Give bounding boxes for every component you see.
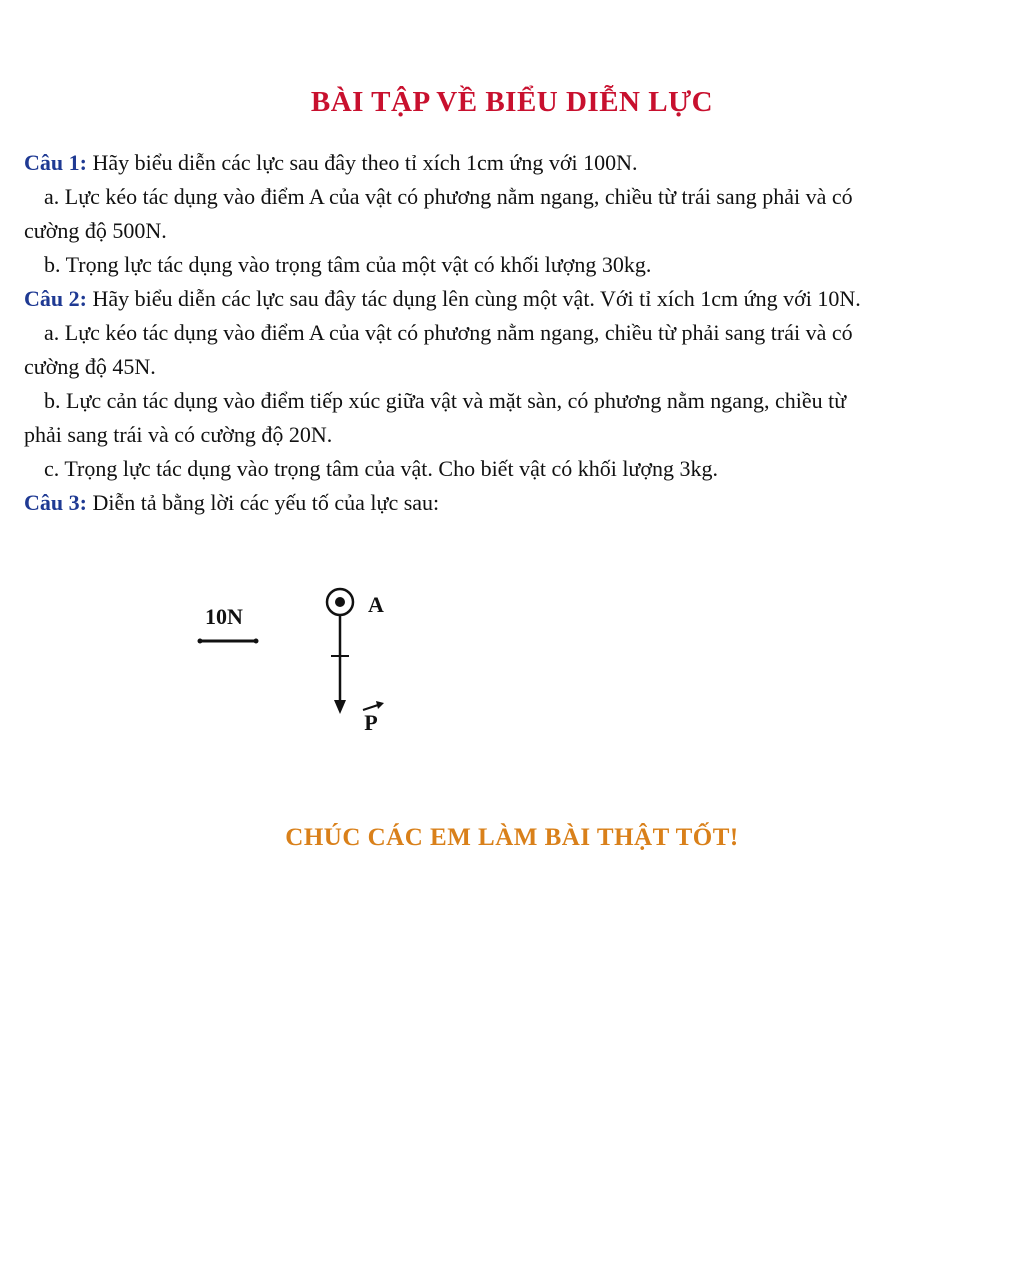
question-1a-line2: cường độ 500N. — [24, 218, 167, 243]
question-3 — [24, 486, 1004, 520]
force-diagram — [190, 570, 410, 740]
application-point-dot — [335, 597, 345, 607]
question-2 — [24, 282, 1004, 316]
scale-bar-start — [198, 639, 203, 644]
question-1 — [24, 146, 1004, 180]
force-p-label: P — [364, 710, 378, 735]
question-2a-line1: a. Lực kéo tác dụng vào điểm A của vật có phương nằm ngang, chiều từ phải sang trái và có — [44, 320, 853, 345]
question-2-text: Hãy biểu diễn các lực sau đây tác dụng lên cùng một vật. Với tỉ xích 1cm ứng với 10N. — [86, 286, 861, 311]
question-1-text: Hãy biểu diễn các lực sau đây theo tỉ xích 1cm ứng với 100N. — [86, 150, 638, 175]
question-2b-line1: b. Lực cản tác dụng vào điểm tiếp xúc giữa vật và mặt sàn, có phương nằm ngang, chiều từ — [44, 388, 847, 413]
closing-message: CHÚC CÁC EM LÀM BÀI THẬT TỐT! — [285, 824, 739, 851]
question-3-text: Diễn tả bằng lời các yếu tố của lực sau: — [86, 490, 440, 515]
exercise-body — [24, 146, 1004, 520]
scale-label: 10N — [205, 604, 243, 629]
vector-arrow-head — [376, 701, 384, 709]
question-2-label: Câu 2: — [24, 286, 87, 311]
page-title: BÀI TẬP VỀ BIỂU DIỄN LỰC — [310, 86, 714, 118]
question-1b: b. Trọng lực tác dụng vào trọng tâm của một vật có khối lượng 30kg. — [44, 252, 652, 277]
question-1-label: Câu 1: — [24, 150, 87, 175]
question-1a-line1: a. Lực kéo tác dụng vào điểm A của vật có phương nằm ngang, chiều từ trái sang phải và có — [44, 184, 853, 209]
point-a-label: A — [368, 592, 384, 617]
question-2c: c. Trọng lực tác dụng vào trọng tâm của vật. Cho biết vật có khối lượng 3kg. — [44, 456, 718, 481]
weight-vector-arrowhead — [334, 700, 346, 714]
question-2b-line2: phải sang trái và có cường độ 20N. — [24, 422, 333, 447]
scale-bar-end — [254, 639, 259, 644]
question-2a-line2: cường độ 45N. — [24, 354, 156, 379]
question-3-label: Câu 3: — [24, 490, 87, 515]
